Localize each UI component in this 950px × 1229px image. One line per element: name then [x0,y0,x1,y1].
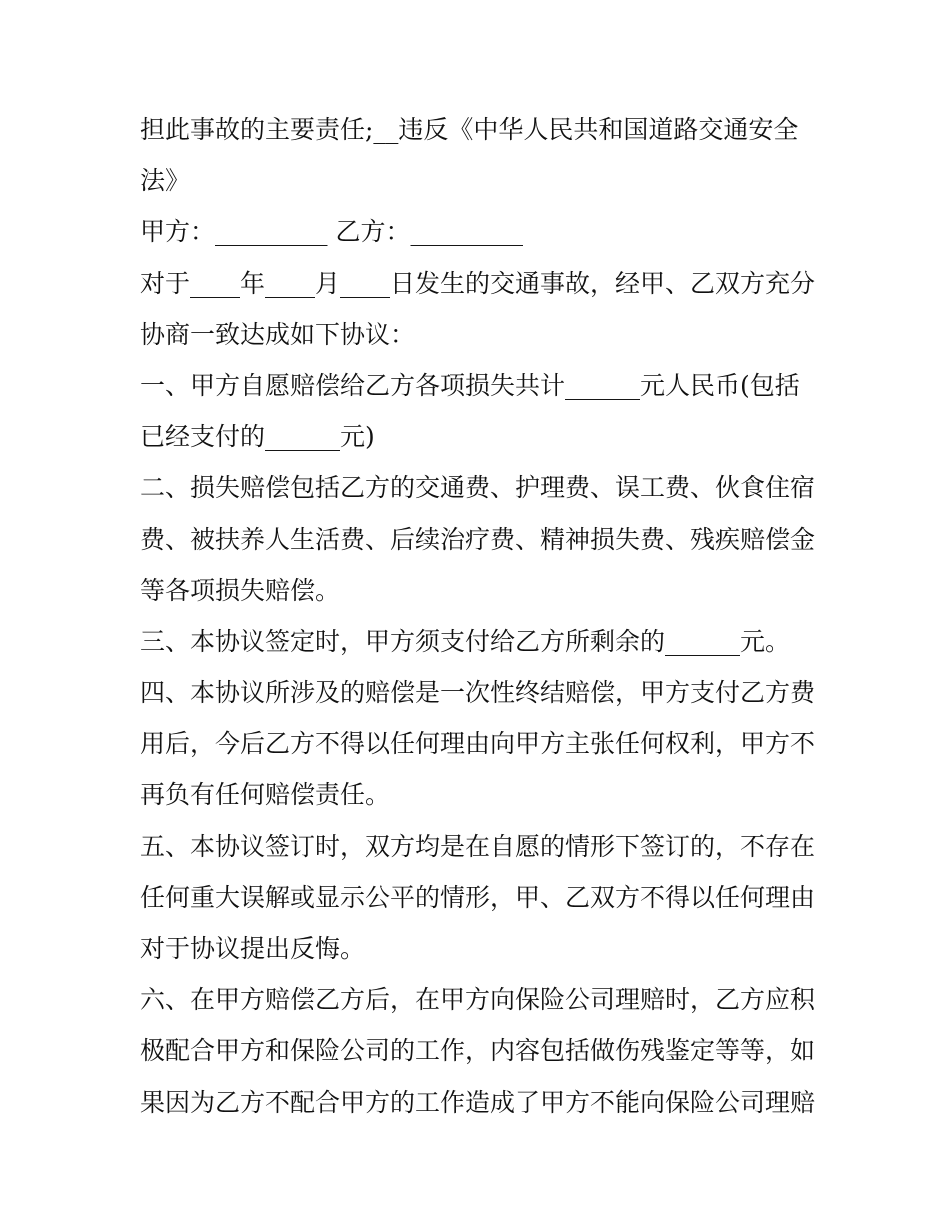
text-line: 法》 [140,166,191,196]
clause-4-line: 再负有任何赔偿责任。 [140,780,391,810]
agreement-text [140,104,820,1128]
clause-5-line: 对于协议提出反悔。 [140,934,366,963]
clause-2-line: 二、损失赔偿包括乙方的交通费、护理费、误工费、伙食住宿 [140,473,816,503]
clause-5-line: 任何重大误解或显示公平的情形，甲、乙双方不得以任何理由 [140,882,816,912]
party-signature-line: 甲方：_________ 乙方：_________ [140,217,523,247]
clause-5-line: 五、本协议签订时，双方均是在自愿的情形下签订的，不存在 [140,831,816,861]
clause-4-line: 用后，今后乙方不得以任何理由向甲方主张任何权利，甲方不 [140,729,816,759]
clause-6-line: 极配合甲方和保险公司的工作，内容包括做伤残鉴定等等，如 [140,1036,816,1066]
text-line: 担此事故的主要责任;__违反《中华人民共和国道路交通安全 [140,115,799,144]
clause-2-line: 等各项损失赔偿。 [140,575,341,605]
clause-6-line: 六、在甲方赔偿乙方后，在甲方向保险公司理赔时，乙方应积 [140,985,816,1015]
text-line: 协商一致达成如下协议： [140,319,416,349]
clause-2-line: 费、被扶养人生活费、后续治疗费、精神损失费、残疾赔偿金 [140,524,816,554]
clause-1-line: 一、甲方自愿赔偿给乙方各项损失共计______元人民币(包括 [140,370,800,400]
clause-6-line: 果因为乙方不配合甲方的工作造成了甲方不能向保险公司理赔 [140,1087,816,1117]
clause-1-line: 已经支付的______元) [140,422,375,452]
clause-4-line: 四、本协议所涉及的赔偿是一次性终结赔偿，甲方支付乙方费 [140,678,816,708]
clause-3-line: 三、本协议签定时，甲方须支付给乙方所剩余的______元。 [140,626,791,656]
text-line: 对于____年____月____日发生的交通事故，经甲、乙双方充分 [140,268,816,298]
